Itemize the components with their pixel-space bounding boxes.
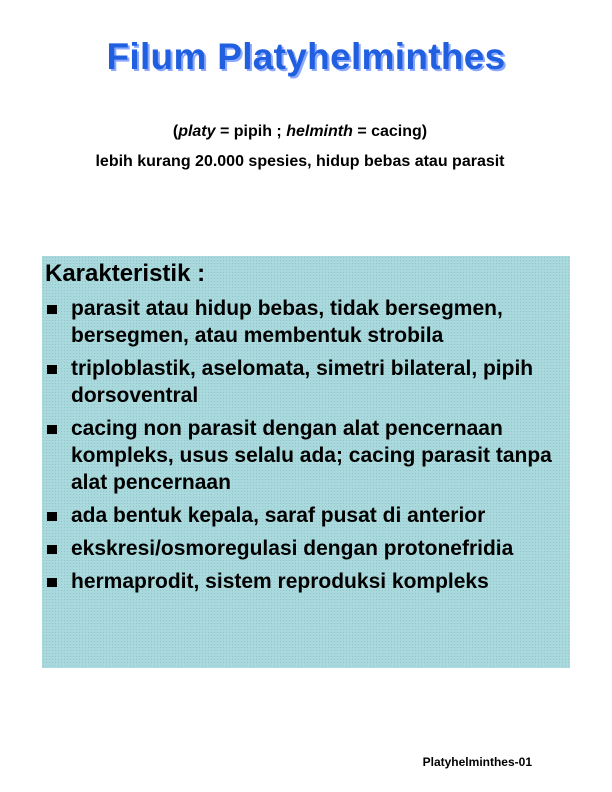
- etymology-gloss-platy: = pipih ;: [215, 123, 287, 140]
- square-bullet-icon: [47, 365, 57, 374]
- etymology-term-helminth: helminth: [286, 123, 353, 140]
- square-bullet-icon: [47, 545, 57, 554]
- etymology-term-platy: platy: [178, 123, 216, 140]
- square-bullet-icon: [47, 512, 57, 521]
- characteristic-text: parasit atau hidup bebas, tidak bersegmen, bersegmen, atau membentuk strobila: [71, 297, 503, 347]
- characteristics-list: [42, 295, 570, 601]
- characteristic-text: hermaprodit, sistem reproduksi kompleks: [71, 570, 489, 593]
- characteristic-item: [42, 295, 570, 349]
- characteristics-heading: Karakteristik :: [45, 260, 206, 287]
- characteristic-item: [42, 568, 570, 595]
- characteristic-item: [42, 415, 570, 496]
- characteristic-text: cacing non parasit dengan alat pencernaan kompleks, usus selalu ada; cacing parasit tanpa alat pencernaan: [71, 417, 552, 494]
- characteristic-item: [42, 355, 570, 409]
- etymology-line: [0, 123, 600, 141]
- characteristics-panel: [42, 256, 570, 668]
- square-bullet-icon: [47, 305, 57, 314]
- characteristic-item: [42, 535, 570, 562]
- characteristic-item: [42, 502, 570, 529]
- characteristic-text: ekskresi/osmoregulasi dengan protonefridia: [71, 537, 514, 560]
- species-description: lebih kurang 20.000 spesies, hidup bebas atau parasit: [95, 153, 505, 170]
- square-bullet-icon: [47, 578, 57, 587]
- slide-footer-label: Platyhelminthes-01: [422, 755, 532, 769]
- etymology-gloss-helminth: = cacing): [352, 123, 428, 140]
- page-title: Filum Platyhelminthes: [106, 36, 506, 77]
- characteristic-text: triploblastik, aselomata, simetri bilateral, pipih dorsoventral: [71, 357, 534, 407]
- square-bullet-icon: [47, 425, 57, 434]
- etymology-open-paren: (: [172, 123, 179, 140]
- characteristic-text: ada bentuk kepala, saraf pusat di anterior: [71, 504, 486, 527]
